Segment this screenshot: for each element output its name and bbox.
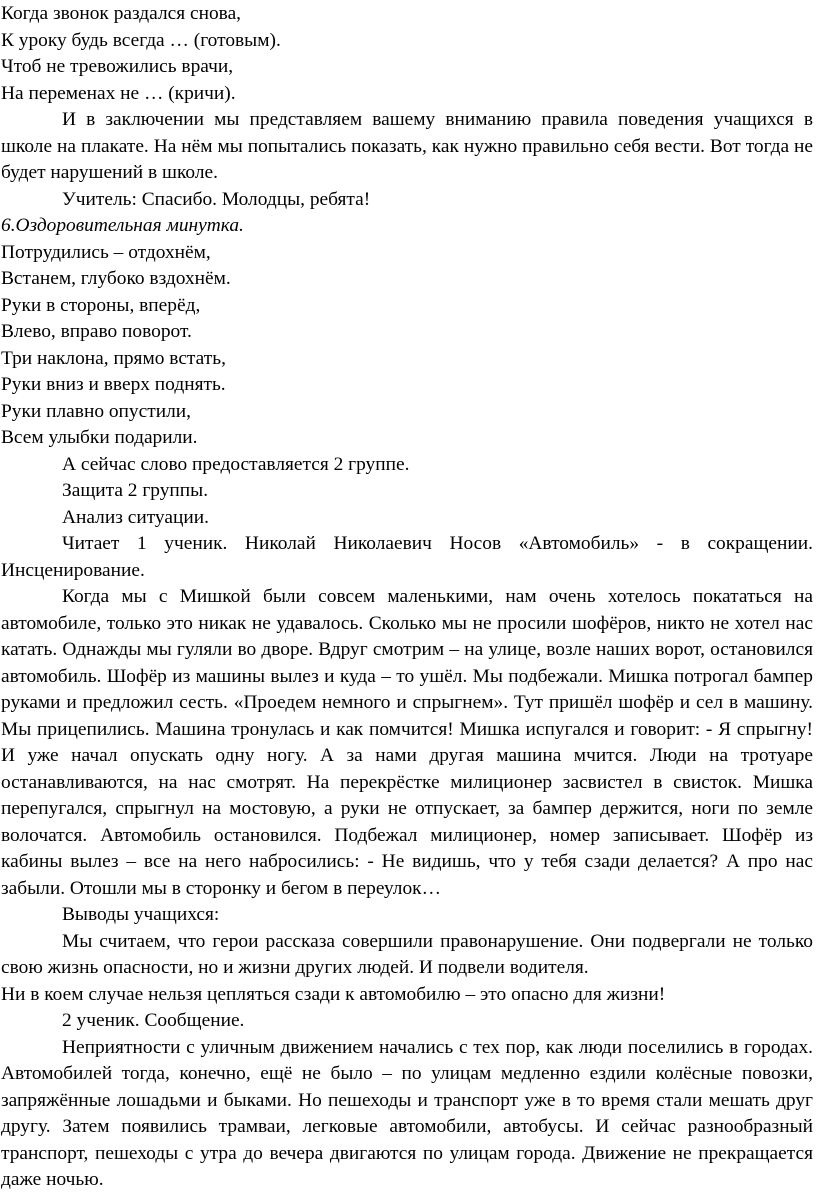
conclusions-label: Выводы учащихся: bbox=[62, 904, 220, 925]
poem2-line: Руки плавно опустили, bbox=[1, 400, 191, 422]
poem2-line: Три наклона, прямо встать, bbox=[1, 347, 226, 369]
defense-paragraph: Защита 2 группы. bbox=[62, 480, 209, 501]
analysis-paragraph: Анализ ситуации. bbox=[62, 506, 209, 528]
poem2-line: Влево, вправо поворот. bbox=[1, 321, 192, 342]
section-title: 6.Оздоровительная минутка. bbox=[1, 215, 244, 236]
warning-paragraph: Ни в коем случае нельзя цепляться сзади к автомобилю – это опасно для жизни! bbox=[1, 983, 666, 1005]
story-paragraph: Когда мы с Мишкой были совсем маленькими, нам очень хотелось покататься на автомобиле, только это никак не удавалось. Сколько мы не просили шофёров, никто не хотел нас катать. Однажды мы гуляли во дворе. Вдруг смотрим – на улице, возле наших ворот, остановился автомобиль. Шофёр из машины вылез и куда – то ушёл. Мы подбежали. Мишка потрогал бампер руками и предложил сесть. «Проедем немного и спрыгнем». Тут пришёл шофёр и сел в машину. Мы прицепились. Машина тронулась и как помчится! Мишка испугался и говорит: - Я спрыгну! И уже начал опускать одну ногу. А за нами другая машина мчится. Люди на тротуаре останавливаются, на нас смотрят. На перекрёстке милиционер засвистел в свисток. Мишка перепугался, спрыгнул на мостовую, а руки не отпускает, за бампер держится, ноги по земле волочатся. Автомобиль остановился. Подбежал милиционер, номер записывает. Шофёр из кабины вылез – все на него набросились: - Не видишь, что у тебя сзади делается? А про нас забыли. Отошли мы в сторонку и бегом в переулок… bbox=[1, 586, 813, 899]
poem2-line: Руки вниз и вверх поднять. bbox=[1, 374, 226, 395]
reader2-paragraph: 2 ученик. Сообщение. bbox=[62, 1010, 245, 1031]
reader1-paragraph: Читает 1 ученик. Николай Николаевич Носов «Автомобиль» - в сокращении. Инсценирование. bbox=[1, 533, 813, 581]
group2-paragraph: А сейчас слово предоставляется 2 группе. bbox=[62, 453, 410, 475]
poem1-line: К уроку будь всегда … (готовым). bbox=[1, 29, 281, 51]
poem2-line: Руки в стороны, вперёд, bbox=[1, 294, 201, 316]
conclusions-paragraph: Мы считаем, что герои рассказа совершили правонарушение. Они подвергали не только свою жизнь опасности, но и жизни других людей. И подвели водителя. bbox=[1, 930, 813, 978]
conclusion-paragraph: И в заключении мы представляем вашему вниманию правила поведения учащихся в школе на плакате. На нём мы попытались показать, как нужно правильно себя вести. Вот тогда не будет нарушений в школе. bbox=[1, 109, 813, 183]
poem2-line: Встанем, глубоко вздохнём. bbox=[1, 268, 231, 289]
poem1-line: На переменах не … (кричи). bbox=[1, 82, 236, 104]
poem1-line: Когда звонок раздался снова, bbox=[1, 3, 242, 24]
message-paragraph: Неприятности с уличным движением начались с тех пор, как люди поселились в городах. Автомобилей тогда, конечно, ещё не было – по улицам медленно ездили колёсные повозки, запряжённые лошадьми и быками. Но пешеходы и транспорт уже в то время стали мешать друг другу. Затем появились трамваи, легковые автомобили, автобусы. И сейчас разнообразный транспорт, пешеходы с утра до вечера двигаются по улицам города. Движение не прекращается даже ночью. bbox=[1, 1036, 813, 1190]
teacher-paragraph: Учитель: Спасибо. Молодцы, ребята! bbox=[62, 188, 371, 210]
poem2-line: Потрудились – отдохнём, bbox=[1, 241, 211, 263]
poem2-line: Всем улыбки подарили. bbox=[1, 427, 198, 448]
poem1-line: Чтоб не тревожились врачи, bbox=[1, 56, 234, 77]
